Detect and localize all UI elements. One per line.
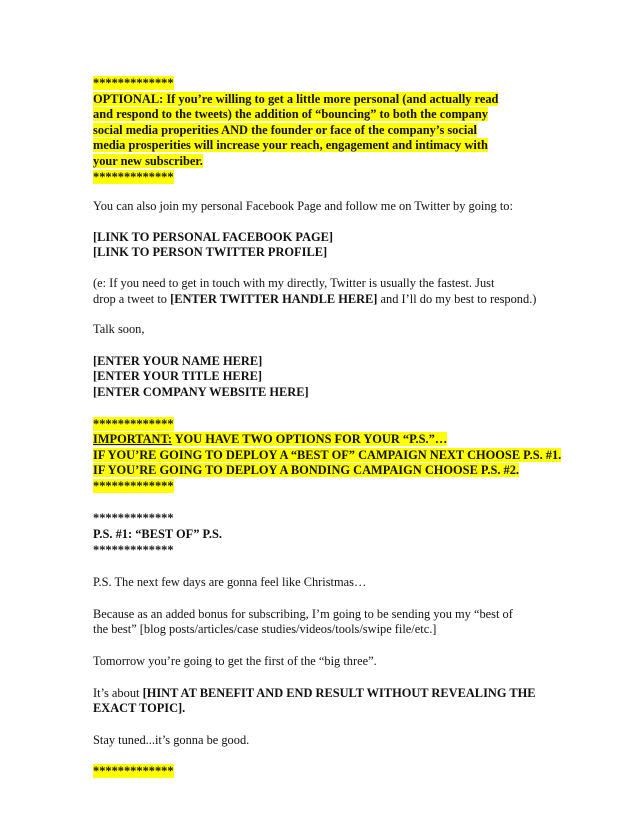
ps1-end bbox=[93, 764, 553, 780]
stars-divider: ************* bbox=[93, 416, 174, 431]
document-page bbox=[93, 76, 562, 780]
website-placeholder: [ENTER COMPANY WEBSITE HERE] bbox=[93, 384, 309, 399]
stars-divider: ************* bbox=[93, 542, 174, 557]
important-line: IF YOU’RE GOING TO DEPLOY A BONDING CAMPAIGN CHOOSE P.S. #2. bbox=[93, 463, 520, 478]
stars-divider: ************* bbox=[93, 169, 174, 184]
signoff-details bbox=[93, 354, 553, 401]
ps1-paragraph bbox=[93, 654, 553, 670]
stars-divider: ************* bbox=[93, 764, 174, 779]
optional-section bbox=[93, 76, 553, 185]
title-placeholder: [ENTER YOUR TITLE HERE] bbox=[93, 369, 263, 384]
important-text: YOU HAVE TWO OPTIONS FOR YOUR “P.S.”… bbox=[171, 432, 448, 447]
closing-text: Talk soon, bbox=[93, 322, 145, 337]
ps-text: Tomorrow you’re going to get the first of the “big three”. bbox=[93, 654, 377, 669]
signoff-closing bbox=[93, 322, 553, 338]
important-line bbox=[93, 432, 447, 446]
ps-text: Because as an added bonus for subscribing, I’m going to be sending you my “best of bbox=[93, 606, 513, 621]
ps-text: Stay tuned...it’s gonna be good. bbox=[93, 732, 250, 747]
optional-line: social media properities AND the founder or face of the company’s social bbox=[93, 122, 477, 137]
ps1-paragraph bbox=[93, 575, 553, 591]
ps1-paragraph bbox=[93, 607, 553, 638]
personal-links bbox=[93, 230, 553, 261]
ps-text: P.S. The next few days are gonna feel like Christmas… bbox=[93, 575, 367, 590]
intro-text: You can also join my personal Facebook Page and follow me on Twitter by going to: bbox=[93, 199, 513, 214]
ps1-paragraph bbox=[93, 686, 553, 717]
note-text: drop a tweet to bbox=[93, 291, 171, 306]
stars-divider: ************* bbox=[93, 511, 174, 526]
hint-placeholder: EXACT TOPIC]. bbox=[93, 701, 186, 716]
twitter-link-placeholder[interactable]: [LINK TO PERSON TWITTER PROFILE] bbox=[93, 245, 328, 260]
optional-line: OPTIONAL: If you’re willing to get a little more personal (and actually read bbox=[93, 91, 499, 106]
note-line bbox=[93, 292, 553, 308]
note-line: (e: If you need to get in touch with my directly, Twitter is usually the fastest. Just bbox=[93, 275, 495, 290]
ps-text bbox=[93, 686, 553, 702]
facebook-link-placeholder[interactable]: [LINK TO PERSONAL FACEBOOK PAGE] bbox=[93, 229, 334, 244]
twitter-handle-placeholder: [ENTER TWITTER HANDLE HERE] bbox=[170, 291, 378, 306]
optional-line: media prosperities will increase your reach, engagement and intimacy with bbox=[93, 138, 488, 153]
important-label: IMPORTANT: bbox=[93, 432, 172, 447]
stars-divider: ************* bbox=[93, 478, 174, 493]
ps1-title: P.S. #1: “BEST OF” P.S. bbox=[93, 527, 222, 542]
ps1-header bbox=[93, 511, 553, 558]
note-text: and I’ll do my best to respond.) bbox=[377, 291, 537, 306]
ps1-paragraph bbox=[93, 733, 553, 749]
name-placeholder: [ENTER YOUR NAME HERE] bbox=[93, 353, 263, 368]
important-section bbox=[93, 416, 562, 495]
contact-note bbox=[93, 276, 553, 307]
ps-text: the best” [blog posts/articles/case studies/videos/tools/swipe file/etc.] bbox=[93, 622, 437, 637]
personal-page-intro bbox=[93, 199, 553, 215]
ps-text-part: It’s about bbox=[93, 685, 143, 700]
optional-line: your new subscriber. bbox=[93, 153, 203, 168]
hint-placeholder: [HINT AT BENEFIT AND END RESULT WITHOUT REVEALING THE bbox=[142, 685, 536, 700]
important-line: IF YOU’RE GOING TO DEPLOY A “BEST OF” CAMPAIGN NEXT CHOOSE P.S. #1. bbox=[93, 447, 562, 462]
stars-divider: ************* bbox=[93, 76, 174, 90]
optional-line: and respond to the tweets) the addition of “bouncing” to both the company bbox=[93, 107, 488, 122]
